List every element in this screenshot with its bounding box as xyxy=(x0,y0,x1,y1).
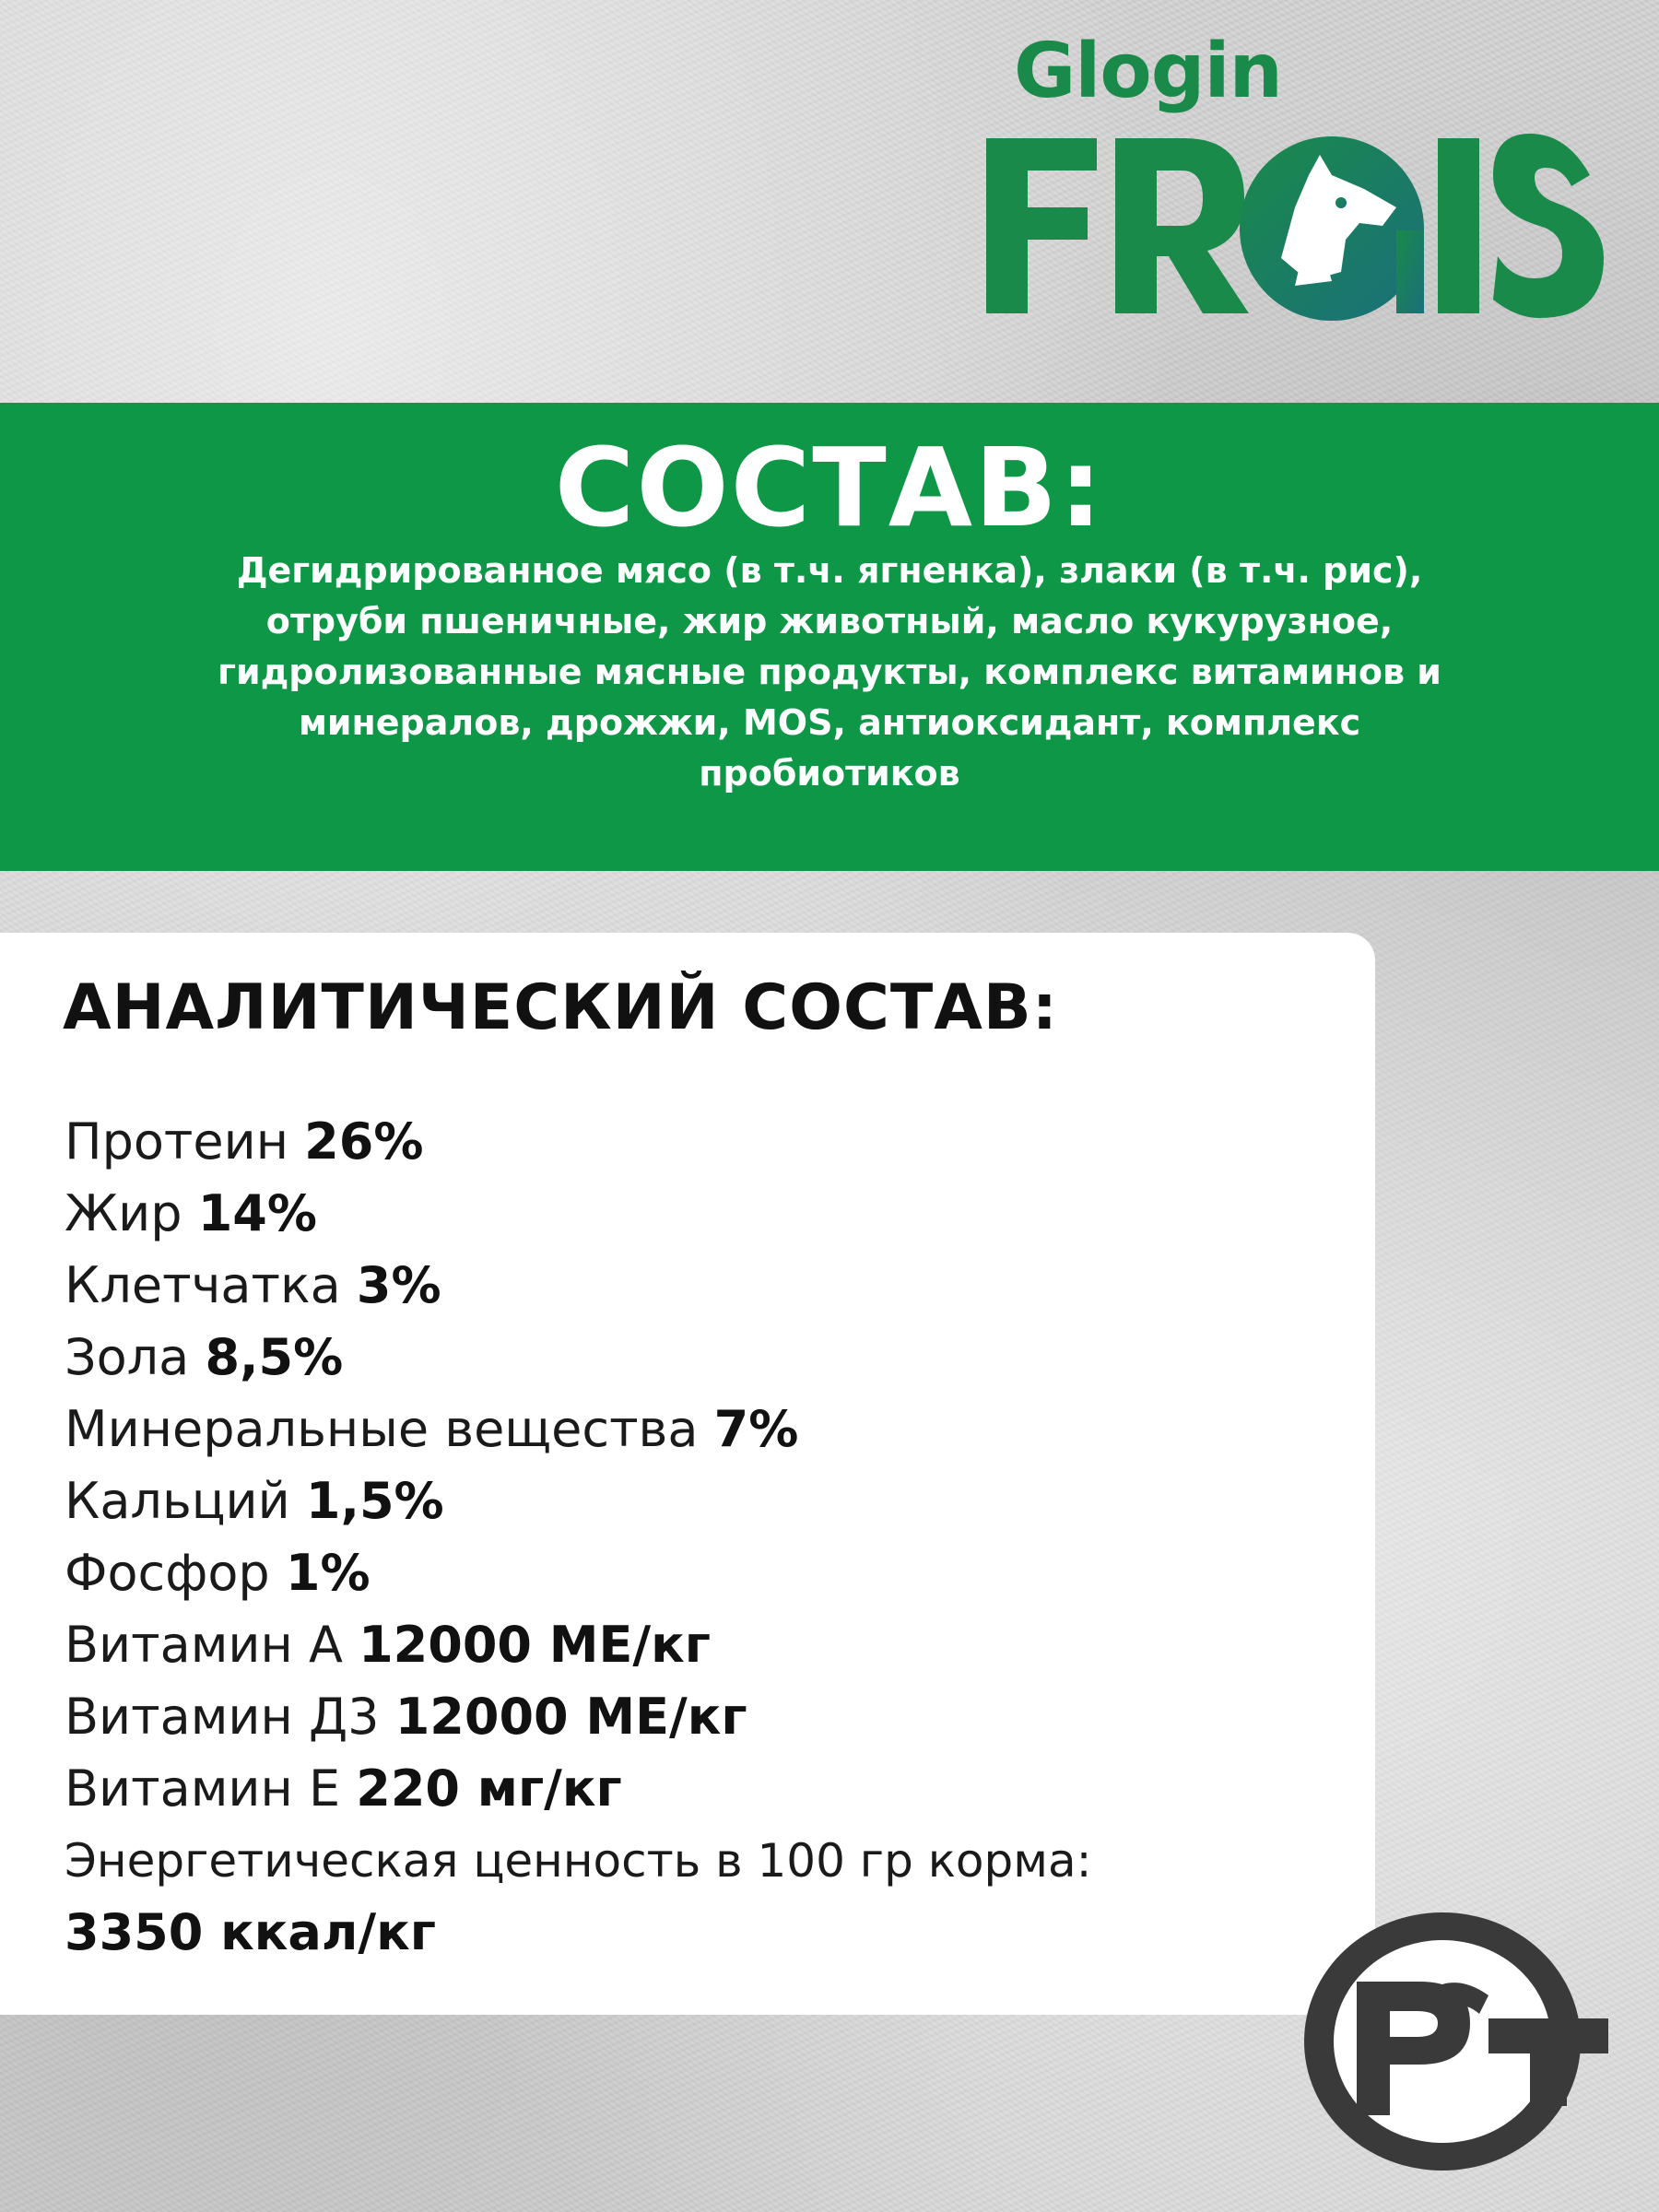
brand-logo xyxy=(977,28,1604,332)
nutrient-value: 1% xyxy=(285,1544,371,1602)
nutrient-label: Зола xyxy=(65,1328,190,1386)
nutrient-value: 220 мг/кг xyxy=(356,1759,622,1818)
logo-letter-s xyxy=(1493,134,1604,318)
energy-label: Энергетическая ценность в 100 гр корма: xyxy=(65,1834,1092,1888)
nutrient-label: Минеральные вещества xyxy=(65,1400,699,1458)
nutrient-label: Витамин Е xyxy=(65,1759,341,1818)
energy-value-row xyxy=(65,1897,1091,1969)
nutrient-value: 12000 МЕ/кг xyxy=(394,1688,747,1746)
nutrient-value: 14% xyxy=(197,1184,317,1242)
analytic-title: АНАЛИТИЧЕСКИЙ СОСТАВ: xyxy=(63,971,1058,1044)
nutrient-value: 26% xyxy=(304,1112,424,1171)
energy-value: 3350 ккал/кг xyxy=(65,1903,436,1961)
pet-silhouette-icon xyxy=(1240,136,1424,321)
logo-top-word: Glogin xyxy=(1014,28,1282,115)
nutrient-label: Кальций xyxy=(65,1472,290,1530)
nutrient-item xyxy=(65,1250,1091,1322)
composition-line: минералов, дрожжи, MOS, антиоксидант, комплекс xyxy=(298,702,1361,743)
logo-letter-f xyxy=(986,138,1097,313)
nutrient-label: Протеин xyxy=(65,1112,288,1171)
composition-line: отруби пшеничные, жир животный, масло кукурузное, xyxy=(265,601,1394,641)
composition-line: гидролизованные мясные продукты, комплекс витаминов и xyxy=(218,652,1441,692)
nutrient-label: Клетчатка xyxy=(65,1256,341,1314)
nutrient-label: Жир xyxy=(65,1184,182,1242)
nutrient-item xyxy=(65,1753,1091,1825)
nutrient-item xyxy=(65,1106,1091,1178)
composition-line: пробиотиков xyxy=(699,753,960,794)
nutrient-item xyxy=(65,1537,1091,1609)
nutrient-label: Фосфор xyxy=(65,1544,270,1602)
nutrient-item xyxy=(65,1465,1091,1537)
nutrient-label: Витамин А xyxy=(65,1616,343,1674)
logo-letter-i xyxy=(1438,138,1479,313)
composition-title: СОСТАВ: xyxy=(554,424,1105,551)
nutrient-label: Витамин Д3 xyxy=(65,1688,380,1746)
nutrient-item xyxy=(65,1322,1091,1394)
nutrient-item xyxy=(65,1681,1091,1753)
logo-letter-r xyxy=(1115,138,1249,313)
composition-text xyxy=(111,546,1548,799)
nutrient-item xyxy=(65,1178,1091,1250)
nutrient-value: 8,5% xyxy=(205,1328,344,1386)
nutrient-list xyxy=(65,1106,1091,1969)
rst-certification-icon xyxy=(1300,1908,1613,2175)
nutrient-value: 7% xyxy=(713,1400,799,1458)
nutrient-value: 1,5% xyxy=(305,1472,444,1530)
composition-line: Дегидрированное мясо (в т.ч. ягненка), злаки (в т.ч. рис), xyxy=(236,550,1423,591)
nutrient-value: 3% xyxy=(356,1256,441,1314)
nutrient-value: 12000 МЕ/кг xyxy=(359,1616,711,1674)
logo-main-word xyxy=(977,120,1604,332)
nutrient-item xyxy=(65,1609,1091,1681)
nutrient-item xyxy=(65,1394,1091,1465)
